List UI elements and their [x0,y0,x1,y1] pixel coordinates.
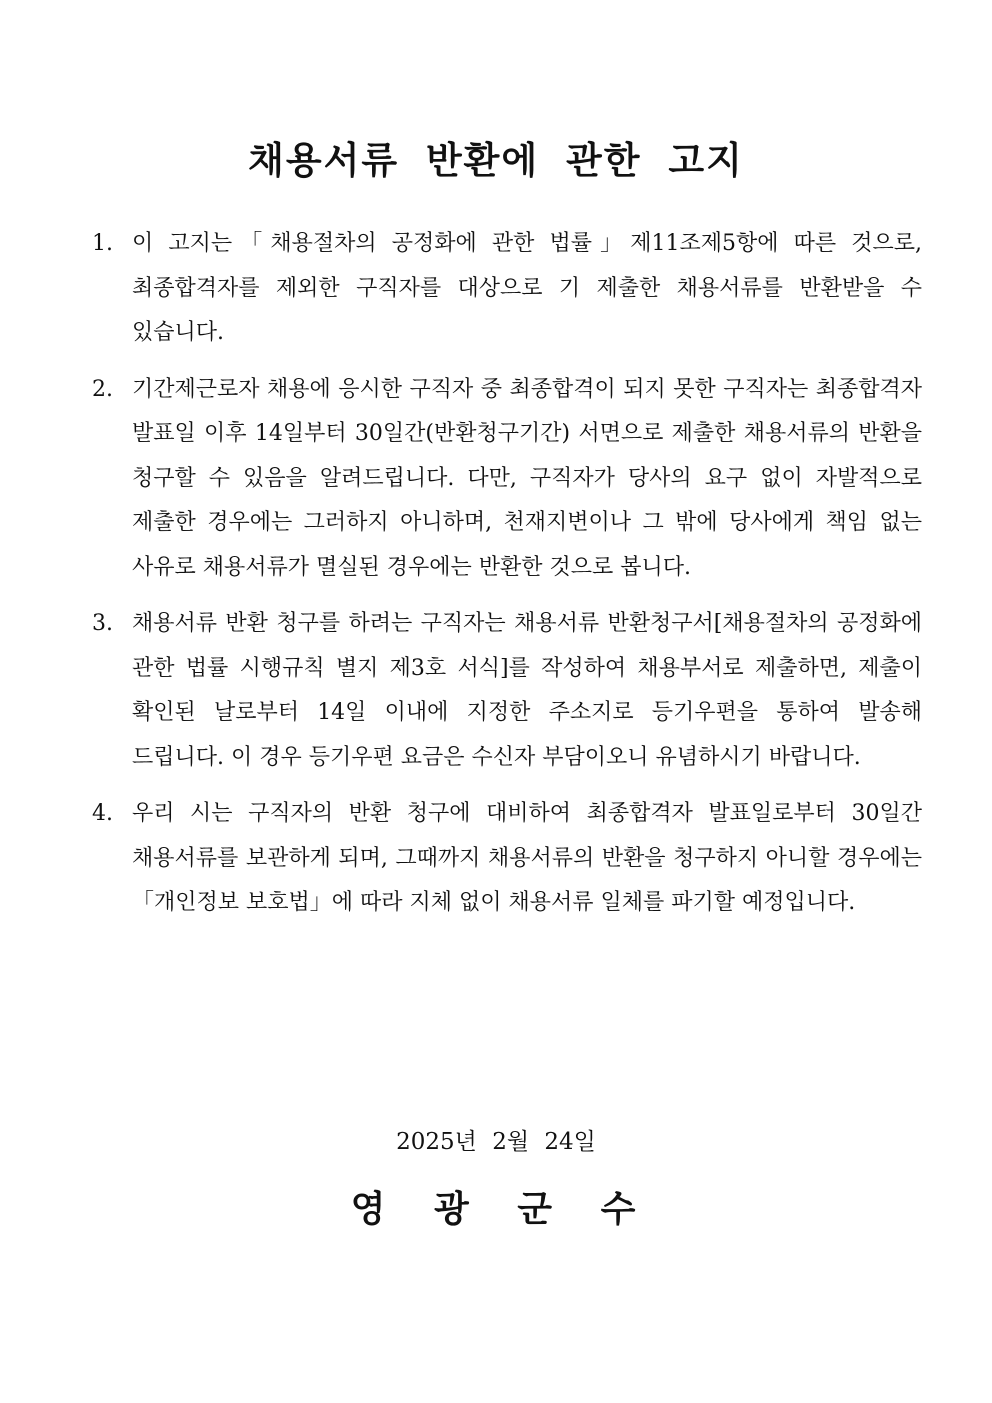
notice-item [92,792,922,926]
notice-date: 2025년 2월 24일 [396,1129,596,1155]
item-number: 4. [92,801,113,826]
item-text: 이 고지는「채용절차의 공정화에 관한 법률」제11조제5항에 따른 것으로, 최종합격자를 제외한 구직자를 대상으로 기 제출한 채용서류를 반환받을 수 있습니다. [132,231,922,345]
notice-items [92,222,922,938]
item-text: 채용서류 반환 청구를 하려는 구직자는 채용서류 반환청구서[채용절차의 공정화에 관한 법률 시행규칙 별지 제3호 서식]를 작성하여 채용부서로 제출하면, 제출이 확인된 날로부터 14일 이내에 지정한 주소지로 등기우편을 통하여 발송해 드립니다. 이 경우 등기우편 요금은 수신자 부담이오니 유념하시기 바랍니다. [132,611,922,770]
item-text: 기간제근로자 채용에 응시한 구직자 중 최종합격이 되지 못한 구직자는 최종합격자 발표일 이후 14일부터 30일간(반환청구기간) 서면으로 제출한 채용서류의 반환을 청구할 수 있음을 알려드립니다. 다만, 구직자가 당사의 요구 없이 자발적으로 제출한 경우에는 그러하지 아니하며, 천재지변이나 그 밖에 당사에게 책임 없는 사유로 채용서류가 멸실된 경우에는 반환한 것으로 봅니다. [132,376,922,580]
notice-title: 채용서류 반환에 관한 고지 [248,139,744,182]
item-number: 2. [92,376,113,402]
notice-signer: 영 광 군 수 [350,1189,642,1230]
notice-item [92,222,922,356]
item-number: 3. [92,611,113,636]
item-number: 1. [92,231,113,256]
notice-item [92,602,922,780]
item-text: 우리 시는 구직자의 반환 청구에 대비하여 최종합격자 발표일로부터 30일간 채용서류를 보관하게 되며, 그때까지 채용서류의 반환을 청구하지 아니할 경우에는 「개인정보 보호법」에 따라 지체 없이 채용서류 일체를 파기할 예정입니다. [132,801,922,915]
notice-item [92,368,922,591]
